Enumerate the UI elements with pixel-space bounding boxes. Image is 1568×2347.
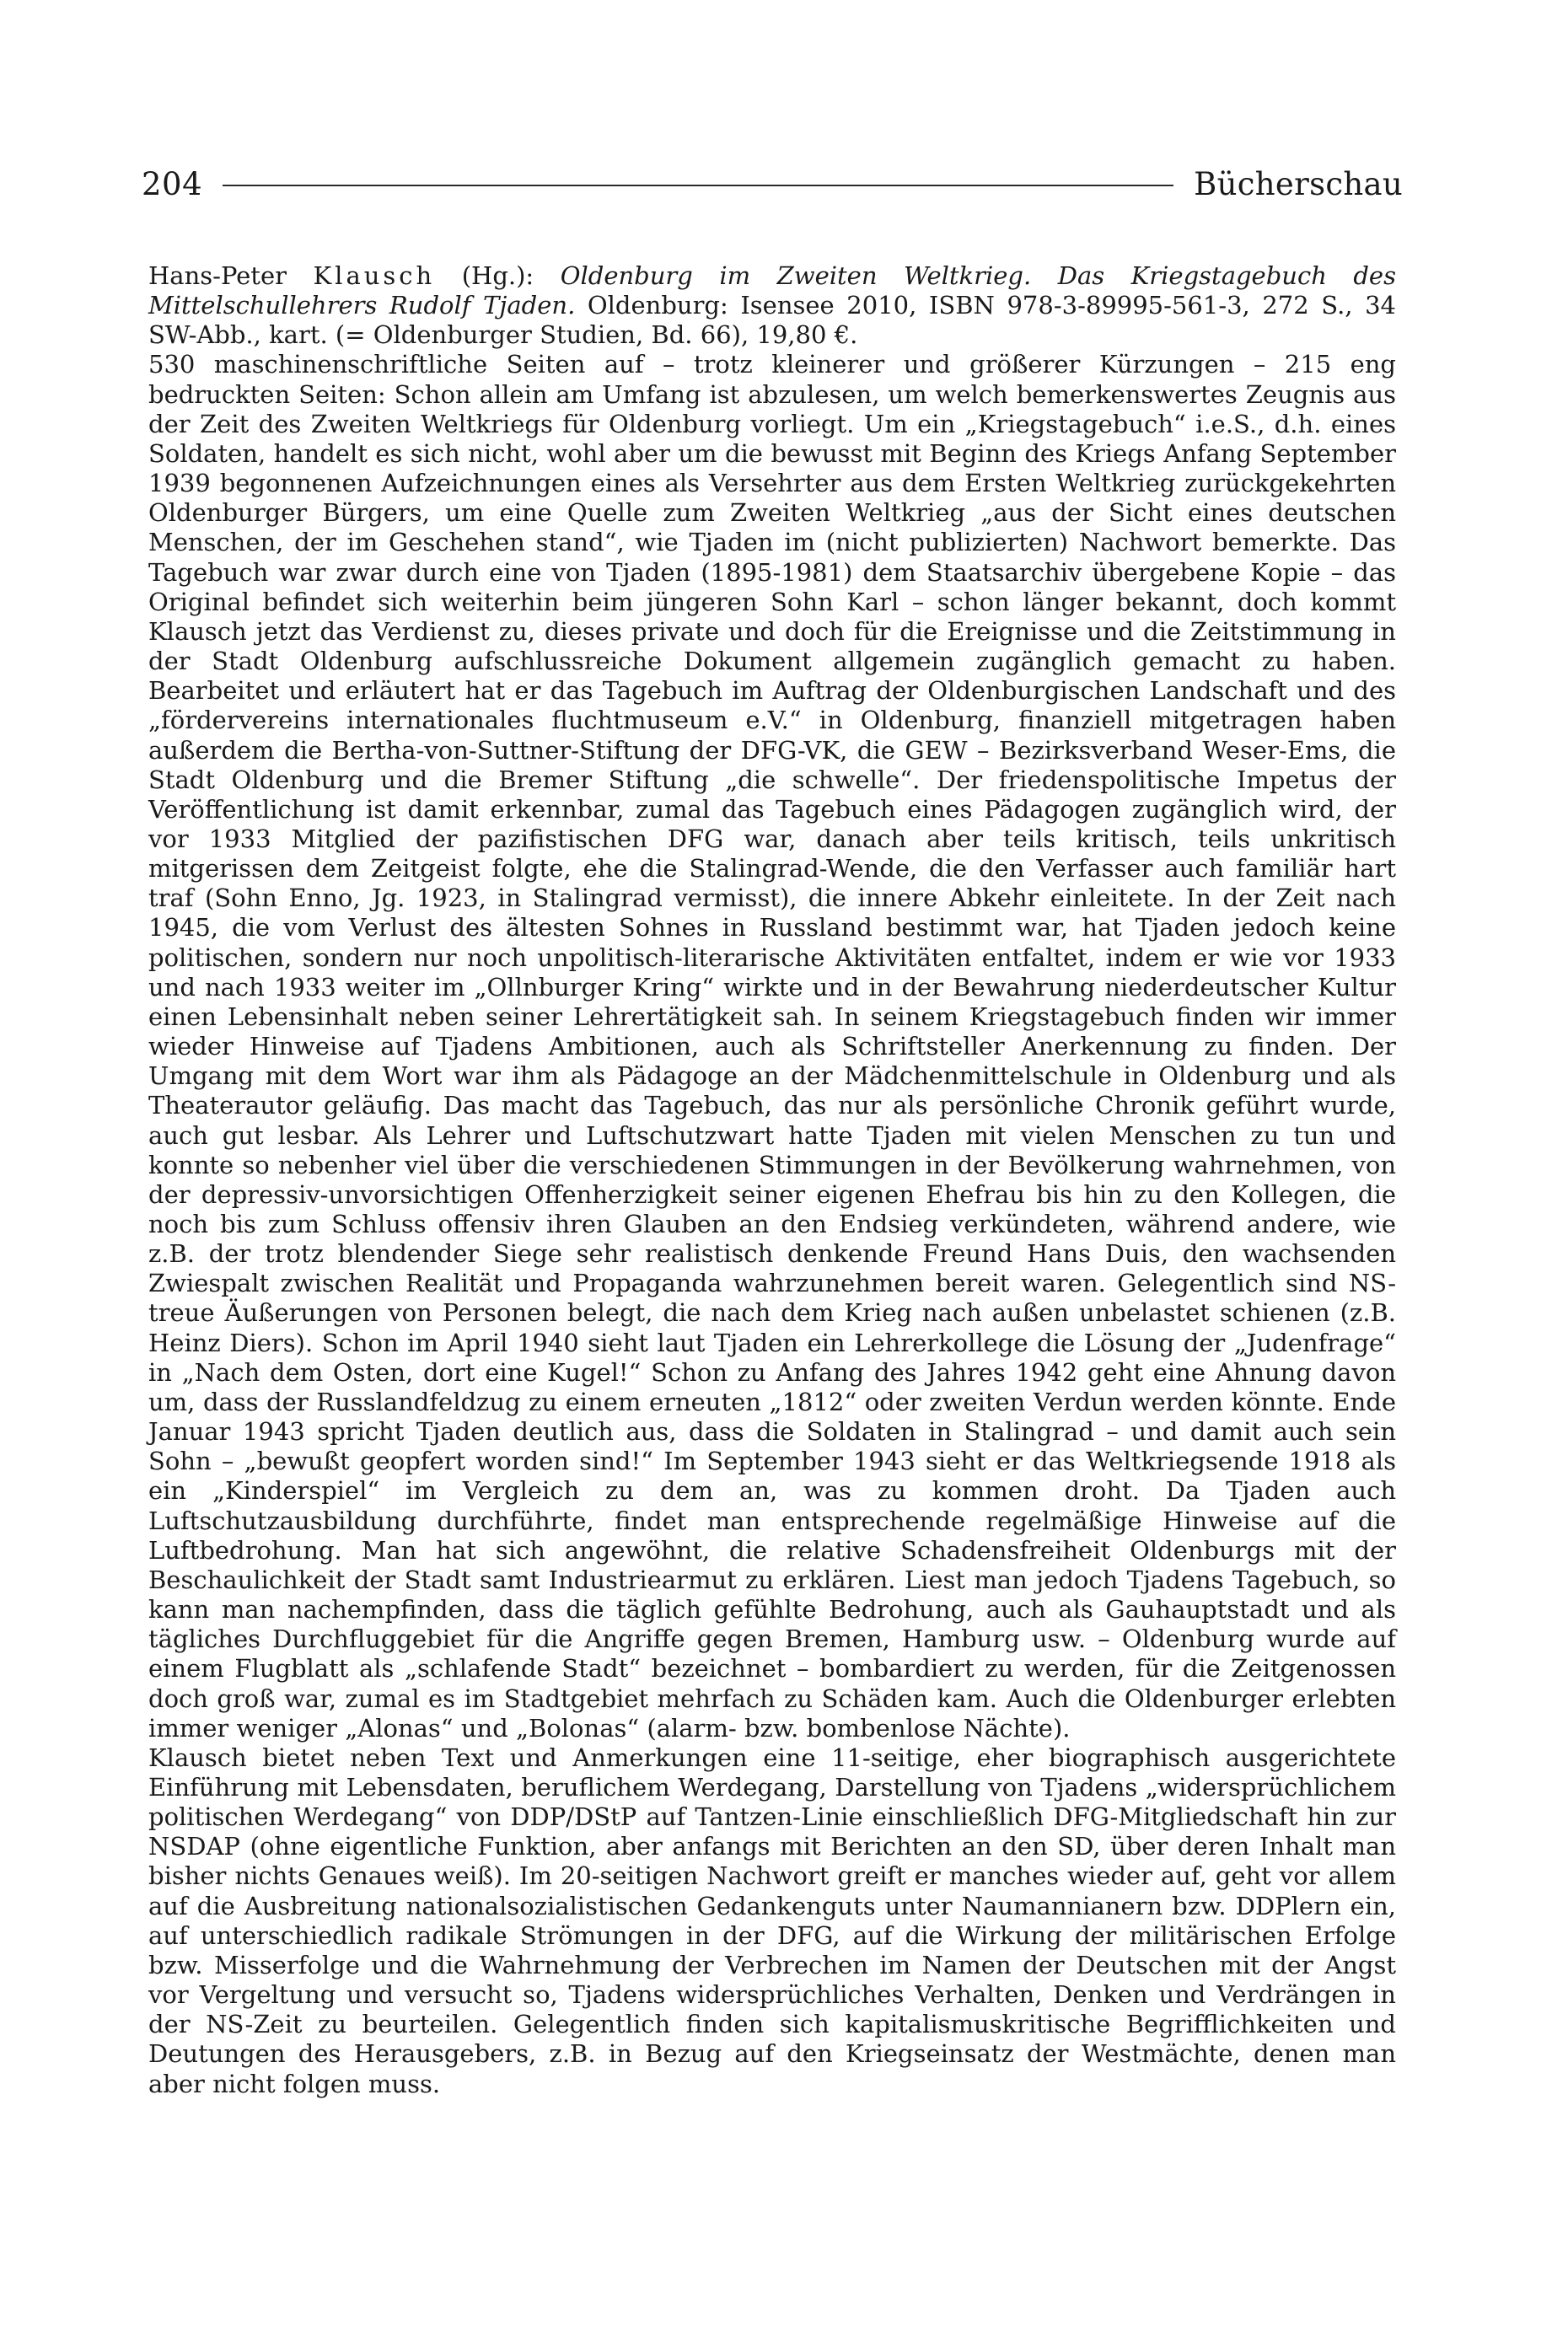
book-title: Oldenburg im Zweiten Weltkrieg. Das Kriegstagebuch des Mittelschullehrers Rudolf Tjaden. (148, 261, 1396, 320)
page-number: 204 (142, 165, 203, 202)
section-title: Bücherschau (1194, 165, 1403, 202)
review-paragraph-1: 530 maschinenschriftliche Seiten auf – trotz kleinerer und größerer Kürzungen – 215 eng bedruckten Seiten: Schon allein am Umfang ist abzulesen, um welch bemerkenswertes Zeugnis aus der Zeit des Zweiten Weltkriegs für Oldenburg vorliegt. Um ein „Kriegstagebuch“ i.e.S., d.h. eines Soldaten, handelt es sich nicht, wohl aber um die bewusst mit Beginn des Kriegs Anfang September 1939 begonnenen Aufzeichnungen eines als Versehrter aus dem Ersten Weltkrieg zurückgekehrten Oldenburger Bürgers, um eine Quelle zum Zweiten Weltkrieg „aus der Sicht eines deutschen Menschen, der im Geschehen stand“, wie Tjaden im (nicht publizierten) Nachwort bemerkte. Das Tagebuch war zwar durch eine von Tjaden (1895-1981) dem Staatsarchiv übergebene Kopie – das Original befindet sich weiterhin beim jüngeren Sohn Karl – schon länger bekannt, doch kommt Klausch jetzt das Verdienst zu, dieses private und doch für die Ereignisse und die Zeitstimmung in der Stadt Oldenburg aufschlussreiche Dokument allgemein zugänglich gemacht zu haben. Bearbeitet und erläutert hat er das Tagebuch im Auftrag der Oldenburgischen Landschaft und des „fördervereins internationales fluchtmuseum e.V.“ in Oldenburg, finanziell mitgetragen haben außerdem die Bertha-von-Suttner-Stiftung der DFG-VK, die GEW – Bezirksverband Weser-Ems, die Stadt Oldenburg und die Bremer Stiftung „die schwelle“. Der friedenspolitische Impetus der Veröffentlichung ist damit erkennbar, zumal das Tagebuch eines Pädagogen zugänglich wird, der vor 1933 Mitglied der pazifistischen DFG war, danach aber teils kritisch, teils unkritisch mitgerissen dem Zeitgeist folgte, ehe die Stalingrad-Wende, die den Verfasser auch familiär hart traf (Sohn Enno, Jg. 1923, in Stalingrad vermisst), die innere Abkehr einleitete. In der Zeit nach 1945, die vom Verlust des ältesten Sohnes in Russland bestimmt war, hat Tjaden jedoch keine politischen, sondern nur noch unpolitisch-literarische Aktivitäten entfaltet, indem er wie vor 1933 und nach 1933 weiter im „Ollnburger Kring“ wirkte und in der Bewahrung niederdeutscher Kultur einen Lebensinhalt neben seiner Lehrertätigkeit sah. In seinem Kriegstagebuch finden wir immer wieder Hinweise auf Tjadens Ambitionen, auch als Schriftsteller Anerkennung zu finden. Der Umgang mit dem Wort war ihm als Pädagoge an der Mädchenmittelschule in Oldenburg und als Theaterautor geläufig. Das macht das Tagebuch, das nur als persönliche Chronik geführt wurde, auch gut lesbar. Als Lehrer und Luftschutzwart hatte Tjaden mit vielen Menschen zu tun und konnte so nebenher viel über die verschiedenen Stimmungen in der Bevölkerung wahrnehmen, von der depressiv-unvorsichtigen Offenherzigkeit seiner eigenen Ehefrau bis hin zu den Kollegen, die noch bis zum Schluss offensiv ihren Glauben an den Endsieg verkündeten, während andere, wie z.B. der trotz blendender Siege sehr realistisch denkende Freund Hans Duis, den wachsenden Zwiespalt zwischen Realität und Propaganda wahrzunehmen bereit waren. Gelegentlich sind NS-treue Äußerungen von Personen belegt, die nach dem Krieg nach außen unbelastet schienen (z.B. Heinz Diers). Schon im April 1940 sieht laut Tjaden ein Lehrerkollege die Lösung der „Judenfrage“ in „Nach dem Osten, dort eine Kugel!“ Schon zu Anfang des Jahres 1942 geht eine Ahnung davon um, dass der Russlandfeldzug zu einem erneuten „1812“ oder zweiten Verdun werden könnte. Ende Januar 1943 spricht Tjaden deutlich aus, dass die Soldaten in Stalingrad – und damit auch sein Sohn – „bewußt geopfert worden sind!“ Im September 1943 sieht er das Weltkriegsende 1918 als ein „Kinderspiel“ im Vergleich zu dem an, was zu kommen droht. Da Tjaden auch Luftschutzausbildung durchführte, findet man entsprechende regelmäßige Hinweise auf die Luftbedrohung. Man hat sich angewöhnt, die relative Schadensfreiheit Oldenburgs mit der Beschaulichkeit der Stadt samt Industriearmut zu erklären. Liest man jedoch Tjadens Tagebuch, so kann man nachempfinden, dass die täglich gefühlte Bedrohung, auch als Gauhauptstadt und als tägliches Durchfluggebiet für die Angriffe gegen Bremen, Hamburg usw. – Oldenburg wurde auf einem Flugblatt als „schlafende Stadt“ bezeichnet – bombardiert zu werden, für die Zeitgenossen doch groß war, zumal es im Stadtgebiet mehrfach zu Schäden kam. Auch die Oldenburger erlebten immer weniger „Alonas“ und „Bolonas“ (alarm- bzw. bombenlose Nächte). (148, 350, 1396, 1743)
publication-details: Oldenburg: Isensee 2010, ISBN 978-3-89995-561-3, 272 S., 34 SW-Abb., kart. (= Oldenburger Studien, Bd. 66), 19,80 €. (148, 291, 1396, 350)
citation (148, 261, 1396, 350)
author-last-name: Klausch (313, 261, 436, 290)
book-review (148, 261, 1396, 2099)
author-first-name: Hans-Peter (148, 261, 314, 290)
running-header (142, 162, 1403, 206)
header-rule (223, 185, 1173, 186)
review-paragraph-2: Klausch bietet neben Text und Anmerkungen eine 11-seitige, eher biographisch ausgerichtete Einführung mit Lebensdaten, beruflichem Werdegang, Darstellung von Tjadens „widersprüchlichem politischen Werdegang“ von DDP/DStP auf Tantzen-Linie einschließlich DFG-Mitgliedschaft hin zur NSDAP (ohne eigentliche Funktion, aber anfangs mit Berichten an den SD, über deren Inhalt man bisher nichts Genaues weiß). Im 20-seitigen Nachwort greift er manches wieder auf, geht vor allem auf die Ausbreitung nationalsozialistischen Gedankenguts unter Naumannianern bzw. DDPlern ein, auf unterschiedlich radikale Strömungen in der DFG, auf die Wirkung der militärischen Erfolge bzw. Misserfolge und die Wahrnehmung der Verbrechen im Namen der Deutschen mit der Angst vor Vergeltung und versucht so, Tjadens widersprüchliches Verhalten, Denken und Verdrängen in der NS-Zeit zu beurteilen. Gelegentlich finden sich kapitalismuskritische Begrifflichkeiten und Deutungen des Herausgebers, z.B. in Bezug auf den Kriegseinsatz der Westmächte, denen man aber nicht folgen muss. (148, 1743, 1396, 2098)
editor-note: (Hg.): (435, 261, 561, 290)
